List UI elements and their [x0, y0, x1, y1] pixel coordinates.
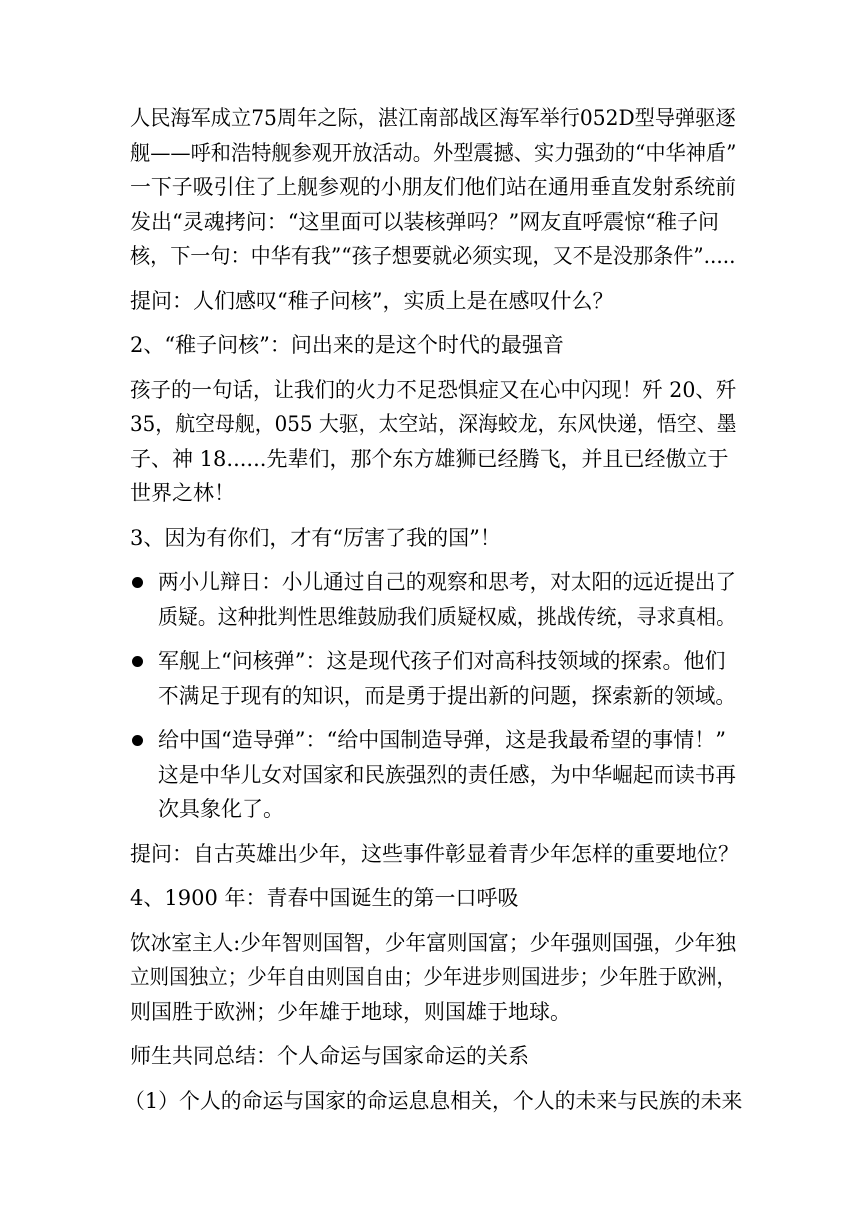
text-line: 立则国独立；少年自由则国自由；少年进步则国进步；少年胜于欧洲，: [130, 965, 737, 989]
bullet-item: [130, 644, 736, 713]
text-line: 次具象化了。: [158, 797, 284, 821]
heading-4: 4、1900 年：青春中国诞生的第一口呼吸: [130, 886, 519, 910]
document-body: [124, 101, 743, 1118]
text-line: 这是中华儿女对国家和民族强烈的责任感，为中华崛起而读书再: [158, 762, 737, 787]
text-line: 子、神 18......先辈们，那个东方雄狮已经腾飞，并且已经傲立于: [130, 446, 729, 471]
text-line: 发出“灵魂拷问：“这里面可以装核弹吗？”网友直呼震惊“稚子问: [130, 209, 719, 234]
bullet-item: [130, 723, 736, 827]
intro-paragraph: [130, 101, 736, 274]
summary-heading: 师生共同总结：个人命运与国家命运的关系: [130, 1044, 529, 1068]
paragraph-2: [130, 373, 736, 511]
text-line: 核，下一句：中华有我”“孩子想要就必须实现，又不是没那条件”.....: [130, 244, 736, 268]
text-line: 两小儿辩日：小儿通过自己的观察和思考，对太阳的远近提出了: [158, 570, 737, 594]
bullet-dot-icon: [132, 735, 143, 746]
heading-3: 3、因为有你们，才有“厉害了我的国”！: [130, 525, 501, 550]
text-line: 质疑。这种批判性思维鼓励我们质疑权威，挑战传统，寻求真相。: [158, 604, 737, 629]
heading-2: 2、“稚子问核”：问出来的是这个时代的最强音: [130, 333, 564, 357]
text-line: 世界之林！: [130, 481, 235, 505]
text-line: 军舰上“问核弹”：这是现代孩子们对高科技领域的探索。他们: [158, 649, 726, 673]
text-line: 则国胜于欧洲；少年雄于地球，则国雄于地球。: [130, 999, 571, 1024]
text-line: 给中国“造导弹”：“给中国制造导弹，这是我最希望的事情！”: [158, 728, 726, 752]
bullet-dot-icon: [132, 656, 143, 667]
question-2: 提问：自古英雄出少年，这些事件彰显着青少年怎样的重要地位？: [130, 841, 739, 866]
text-line: 不满足于现有的知识，而是勇于提出新的问题，探索新的领域。: [158, 683, 737, 708]
summary-point-1: （1）个人的命运与国家的命运息息相关，个人的未来与民族的未来: [124, 1088, 743, 1113]
paragraph-4: [130, 926, 736, 1030]
text-line: 人民海军成立75周年之际，湛江南部战区海军举行052D型导弹驱逐: [130, 106, 736, 130]
text-line: 舰——呼和浩特舰参观开放活动。外型震撼、实力强劲的“中华神盾”: [130, 140, 737, 165]
text-line: 一下子吸引住了上舰参观的小朋友们他们站在通用垂直发射系统前: [130, 175, 737, 199]
question-1: 提问：人们感叹“稚子问核”，实质上是在感叹什么？: [130, 288, 614, 313]
bullet-item: [130, 565, 736, 634]
text-line: 孩子的一句话，让我们的火力不足恐惧症又在心中闪现！歼 20、歼: [130, 377, 737, 402]
text-line: 饮冰室主人:少年智则国智，少年富则国富；少年强则国强，少年独: [130, 930, 737, 955]
text-line: 35，航空母舰，055 大驱，太空站，深海蛟龙，东风快递，悟空、墨: [130, 412, 737, 436]
bullet-dot-icon: [132, 577, 143, 588]
